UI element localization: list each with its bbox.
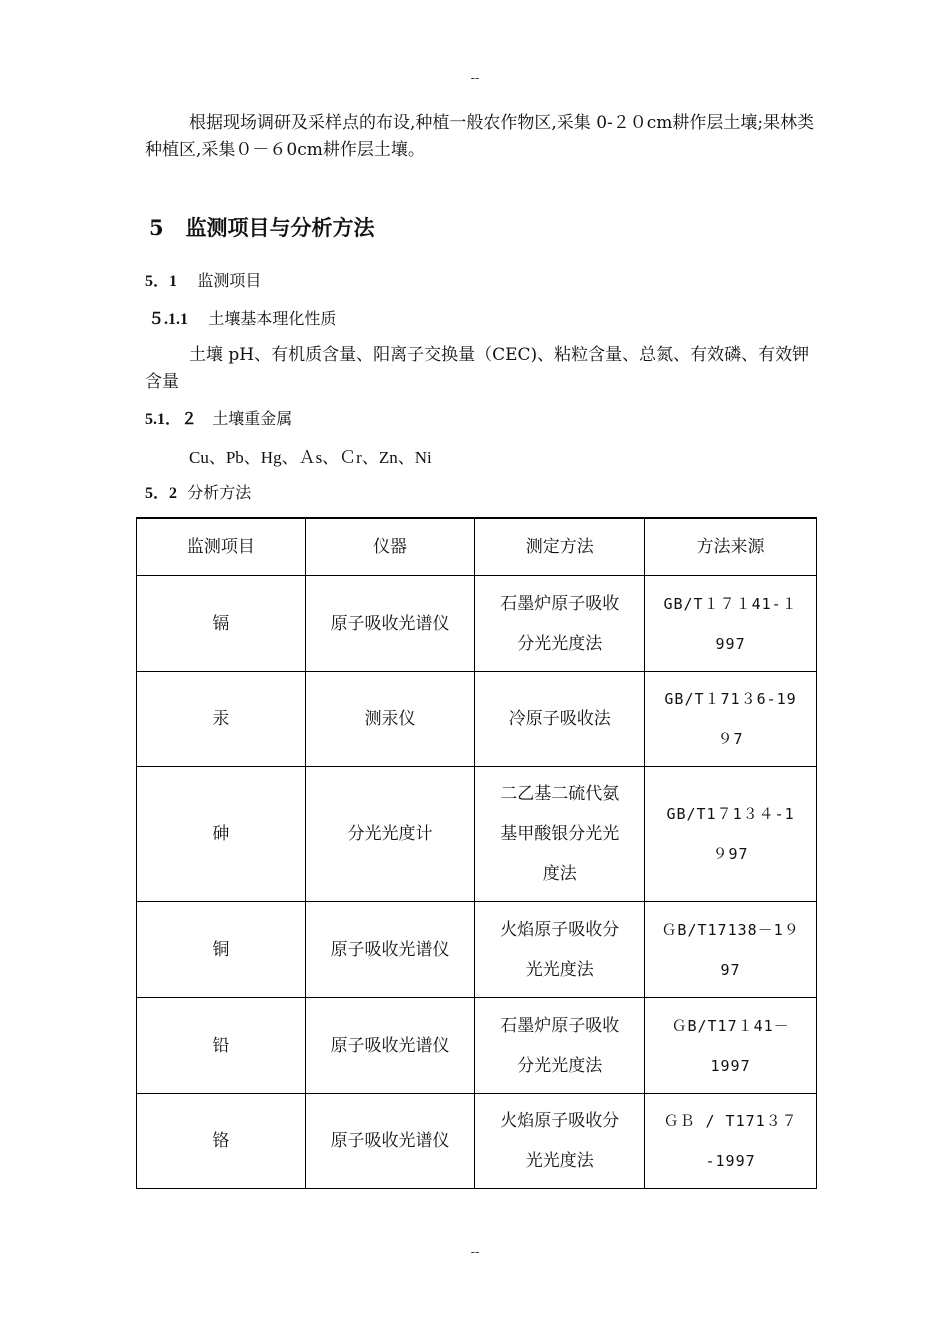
cell-source [645, 902, 817, 998]
section-5-title: 监测项目与分析方法 [185, 215, 375, 240]
source-line: 1997 [710, 1056, 751, 1075]
section-5-number: 5 [149, 215, 164, 240]
header-method: 测定方法 [475, 518, 645, 576]
section-5-1-1-body: 土壤 pH、有机质含量、阳离子交换量（CEC)、粘粒含量、总氮、有效磷、有效钾含量 [145, 345, 810, 392]
section-5-1-2-title: 土壤重金属 [212, 409, 293, 428]
intro-paragraph: 根据现场调研及采样点的布设,种植一般农作物区,采集 0-２０cm耕作层土壤;果林类种植区,采集０－６0cm耕作层土壤。 [145, 113, 815, 160]
cell-method [475, 1094, 645, 1189]
cell-item: 铬 [137, 1094, 306, 1189]
cell-instrument: 原子吸收光谱仪 [305, 1094, 475, 1189]
method-line: 二乙基二硫代氨 [500, 784, 620, 804]
cell-source [645, 576, 817, 672]
header-item: 监测项目 [137, 518, 306, 576]
table-header-row [137, 518, 817, 576]
method-line: 光光度法 [525, 959, 594, 980]
source-line: ＧB/T17１41－ [671, 1016, 790, 1035]
table-row [137, 1094, 817, 1189]
source-line: GB/T１71３6-19 [664, 690, 797, 708]
cell-instrument: 分光光度计 [305, 767, 475, 902]
method-line: 光光度法 [525, 1151, 594, 1171]
header-source: 方法来源 [645, 518, 817, 576]
cell-instrument: 原子吸收光谱仪 [305, 902, 475, 998]
section-5-1-2-heading [145, 406, 292, 429]
analysis-methods-table [136, 517, 817, 1189]
source-line: ９7 [717, 730, 744, 748]
section-5-1-1-number: ５.1.1 [148, 311, 189, 328]
section-5-2-number: 5．2 [145, 485, 178, 502]
section-5-1-1-heading [148, 306, 336, 329]
cell-method [475, 998, 645, 1094]
section-5-2-heading [145, 480, 251, 503]
method-line: 度法 [542, 864, 577, 884]
cell-source [645, 672, 817, 767]
section-5-2-title: 分析方法 [187, 483, 252, 502]
source-line: GB/T1７1３４-1 [666, 805, 795, 823]
source-line: 97 [720, 960, 741, 979]
cell-source [645, 767, 817, 902]
cell-source [645, 1094, 817, 1189]
cell-instrument: 原子吸收光谱仪 [305, 998, 475, 1094]
source-line: ＧＢ / T171３７ [663, 1112, 798, 1130]
source-line: ９97 [712, 845, 749, 863]
method-line: 火焰原子吸收分 [500, 1111, 620, 1131]
method-line: 分光光度法 [517, 633, 603, 654]
page-header-mark: -- [470, 70, 480, 85]
section-5-1-heading [145, 268, 261, 291]
section-5-1-number: 5．1 [145, 273, 178, 290]
cell-item: 镉 [137, 576, 306, 672]
table-row [137, 672, 817, 767]
page-footer-mark: -- [470, 1244, 480, 1259]
cell-item: 铅 [137, 998, 306, 1094]
method-line: 火焰原子吸收分 [500, 919, 620, 940]
cell-method [475, 902, 645, 998]
cell-instrument: 原子吸收光谱仪 [305, 576, 475, 672]
cell-instrument: 测汞仪 [305, 672, 475, 767]
source-line: ＧB/T17138－1９ [661, 920, 800, 939]
cell-item: 砷 [137, 767, 306, 902]
section-5-heading [149, 212, 375, 242]
header-instrument: 仪器 [305, 518, 475, 576]
source-line: -1997 [705, 1152, 756, 1170]
cell-method [475, 576, 645, 672]
method-line: 基甲酸银分光光 [500, 824, 620, 844]
method-line: 石墨炉原子吸收 [500, 1015, 620, 1036]
table-row [137, 767, 817, 902]
source-line: GB/T１７１41-１ [663, 594, 798, 613]
method-line: 石墨炉原子吸收 [500, 593, 620, 614]
cell-source [645, 998, 817, 1094]
document-body [145, 110, 817, 502]
source-line: 997 [715, 634, 746, 653]
cell-item: 汞 [137, 672, 306, 767]
method-line: 冷原子吸收法 [508, 709, 611, 729]
heavy-metal-list: Cu、Pb、Hg、Ａs、Ｃr、Zn、Ni [189, 448, 432, 467]
table-row [137, 902, 817, 998]
cell-method [475, 672, 645, 767]
section-5-1-title: 监测项目 [197, 271, 262, 290]
section-5-1-1-title: 土壤基本理化性质 [208, 309, 337, 328]
method-line: 分光光度法 [517, 1055, 603, 1076]
section-5-1-2-number: 5.1．２ [145, 411, 198, 428]
cell-item: 铜 [137, 902, 306, 998]
table-row [137, 576, 817, 672]
cell-method [475, 767, 645, 902]
table-row [137, 998, 817, 1094]
